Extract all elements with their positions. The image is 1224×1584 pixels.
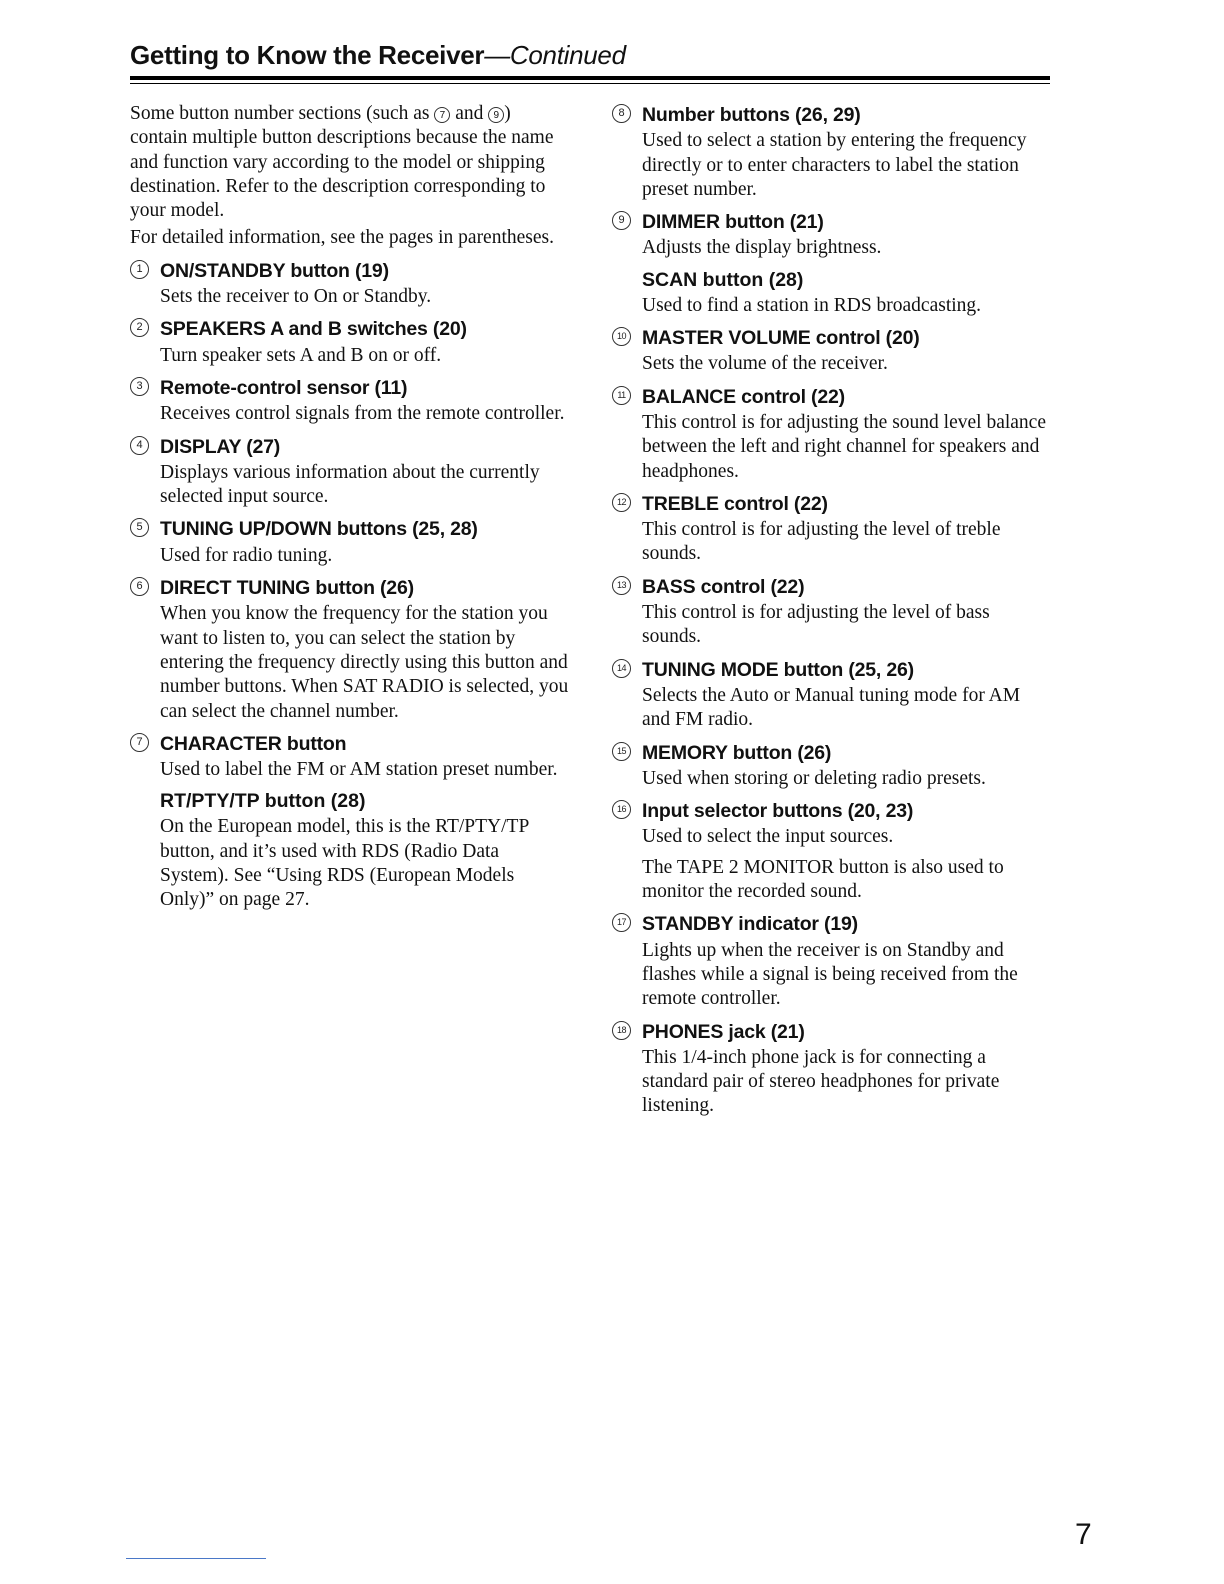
item-title: PHONES jack (21) bbox=[642, 1020, 805, 1043]
intro-text-a: Some button number sections (such as bbox=[130, 103, 435, 124]
title-continued: —Continued bbox=[484, 40, 626, 70]
item-5 bbox=[130, 516, 570, 568]
item-description: This control is for adjusting the level of treble sounds. bbox=[642, 519, 1001, 565]
item-title: CHARACTER button bbox=[160, 732, 347, 755]
item-description: Sets the volume of the receiver. bbox=[642, 353, 888, 375]
item-description: Used for radio tuning. bbox=[160, 544, 333, 566]
item-4 bbox=[130, 434, 570, 510]
item-description: Used to label the FM or AM station preset number. bbox=[160, 759, 558, 781]
item-description-extra: The TAPE 2 MONITOR button is also used to monitor the recorded sound. bbox=[642, 856, 1004, 903]
item-3 bbox=[130, 375, 570, 427]
item-9 bbox=[612, 209, 1052, 318]
item-title: Remote-control sensor (11) bbox=[160, 376, 408, 399]
item-title: BASS control (22) bbox=[642, 575, 805, 598]
item-title: MASTER VOLUME control (20) bbox=[642, 327, 920, 350]
circled-number-ref: 9 bbox=[488, 107, 504, 123]
item-title: DISPLAY (27) bbox=[160, 435, 281, 458]
circled-number: 1 bbox=[130, 260, 149, 279]
intro-paragraph bbox=[130, 102, 570, 223]
page-number: 7 bbox=[1075, 1518, 1092, 1551]
item-description: Selects the Auto or Manual tuning mode for AM and FM radio. bbox=[642, 684, 1021, 731]
footer-divider bbox=[126, 1558, 266, 1559]
item-description: Receives control signals from the remote controller. bbox=[160, 403, 565, 425]
intro-text-c: ) contain multiple button descriptions because the name and function vary according to the model or shipping destination. Refer to the description corresponding to your model. bbox=[130, 103, 554, 222]
circled-number: 18 bbox=[612, 1021, 631, 1040]
item-title: Input selector buttons (20, 23) bbox=[642, 800, 914, 823]
item-title: SPEAKERS A and B switches (20) bbox=[160, 318, 467, 341]
item-sub-description: On the European model, this is the RT/PTY/TP button, and it’s used with RDS (Radio Data System). See “Using RDS (European Models Only)” on page 27. bbox=[160, 816, 529, 911]
item-title: TREBLE control (22) bbox=[642, 492, 828, 515]
item-subtitle: RT/PTY/TP button (28) bbox=[160, 790, 366, 813]
circled-number: 4 bbox=[130, 436, 149, 455]
item-title: MEMORY button (26) bbox=[642, 741, 832, 764]
circled-number: 5 bbox=[130, 518, 149, 537]
item-title: TUNING UP/DOWN buttons (25, 28) bbox=[160, 518, 478, 541]
circled-number: 11 bbox=[612, 386, 631, 405]
item-1 bbox=[130, 258, 570, 310]
circled-number: 7 bbox=[130, 733, 149, 752]
item-description: This 1/4-inch phone jack is for connecting a standard pair of stereo headphones for private listening. bbox=[642, 1046, 1000, 1117]
item-12 bbox=[612, 491, 1052, 567]
header-rule-thick bbox=[130, 76, 1050, 80]
item-title: ON/STANDBY button (19) bbox=[160, 259, 389, 282]
item-description: When you know the frequency for the station you want to listen to, you can select the station by entering the frequency directly using this button and number buttons. When SAT RADIO is selected, you can select the channel number. bbox=[160, 603, 569, 722]
circled-number: 6 bbox=[130, 577, 149, 596]
page-header bbox=[130, 38, 1050, 72]
circled-number: 12 bbox=[612, 493, 631, 512]
item-18 bbox=[612, 1019, 1052, 1119]
item-description: This control is for adjusting the sound level balance between the left and right channel for speakers and headphones. bbox=[642, 411, 1046, 482]
item-17 bbox=[612, 911, 1052, 1011]
item-description: Turn speaker sets A and B on or off. bbox=[160, 344, 442, 366]
circled-number: 15 bbox=[612, 742, 631, 761]
circled-number: 17 bbox=[612, 913, 631, 932]
circled-number-ref: 7 bbox=[434, 107, 450, 123]
item-15 bbox=[612, 740, 1052, 792]
intro-text-b: and bbox=[450, 103, 489, 124]
item-16 bbox=[612, 798, 1052, 904]
item-description: Displays various information about the currently selected input source. bbox=[160, 461, 540, 508]
left-column bbox=[130, 102, 570, 919]
item-8 bbox=[612, 102, 1052, 202]
item-13 bbox=[612, 574, 1052, 650]
item-description: Lights up when the receiver is on Standby and flashes while a signal is being received from the remote controller. bbox=[642, 939, 1018, 1010]
item-description: Used to select a station by entering the frequency directly or to enter characters to label the station preset number. bbox=[642, 130, 1027, 200]
circled-number: 14 bbox=[612, 659, 631, 678]
circled-number: 13 bbox=[612, 576, 631, 595]
item-title: DIMMER button (21) bbox=[642, 211, 824, 234]
item-description: Used when storing or deleting radio presets. bbox=[642, 767, 986, 789]
item-description: This control is for adjusting the level of bass sounds. bbox=[642, 602, 990, 648]
circled-number: 8 bbox=[612, 104, 631, 123]
header-rule-thin bbox=[130, 83, 1050, 84]
title-text: Getting to Know the Receiver bbox=[130, 40, 485, 70]
circled-number: 9 bbox=[612, 211, 631, 230]
intro-note: For detailed information, see the pages in parentheses. bbox=[130, 227, 554, 249]
item-sub-description: Used to find a station in RDS broadcasting. bbox=[642, 294, 982, 316]
page-title bbox=[130, 38, 1050, 72]
circled-number: 10 bbox=[612, 327, 631, 346]
item-title: Number buttons (26, 29) bbox=[642, 104, 861, 126]
item-title: TUNING MODE button (25, 26) bbox=[642, 658, 914, 681]
item-14 bbox=[612, 657, 1052, 733]
item-description: Sets the receiver to On or Standby. bbox=[160, 286, 432, 308]
item-description: Used to select the input sources. bbox=[642, 826, 894, 848]
item-title: STANDBY indicator (19) bbox=[642, 913, 858, 936]
item-11 bbox=[612, 384, 1052, 484]
circled-number: 2 bbox=[130, 318, 149, 337]
item-10 bbox=[612, 325, 1052, 377]
item-subtitle: SCAN button (28) bbox=[642, 268, 804, 291]
item-7 bbox=[130, 731, 570, 913]
item-description: Adjusts the display brightness. bbox=[642, 237, 882, 259]
item-6 bbox=[130, 575, 570, 724]
circled-number: 16 bbox=[612, 800, 631, 819]
item-title: DIRECT TUNING button (26) bbox=[160, 577, 414, 600]
item-2 bbox=[130, 316, 570, 368]
right-column bbox=[612, 102, 1052, 1125]
item-title: BALANCE control (22) bbox=[642, 385, 845, 408]
circled-number: 3 bbox=[130, 377, 149, 396]
